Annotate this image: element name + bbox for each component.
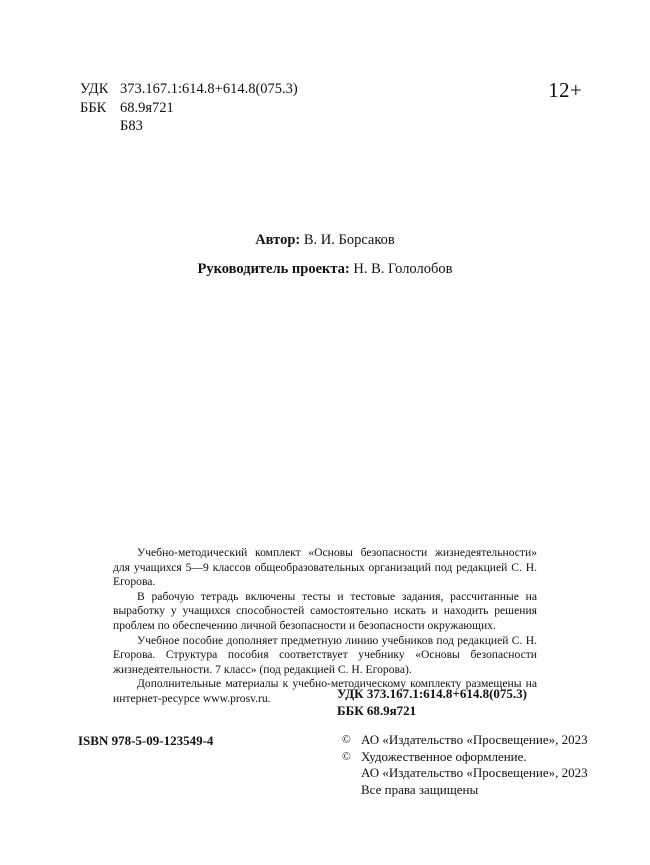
copyright-text: АО «Издательство «Просвещение», 2023 (361, 732, 588, 747)
footer-udk-row: УДК 373.167.1:614.8+614.8(075.3) (337, 686, 527, 701)
credit-person-name: Н. В. Гололобов (353, 261, 453, 277)
classification-label: УДК (80, 81, 109, 97)
classification-row (80, 80, 298, 99)
credit-role-label: Руководитель проекта: (197, 261, 350, 277)
copyright-row (342, 782, 588, 799)
classification-row (80, 99, 298, 118)
credit-role-label: Автор: (255, 232, 301, 248)
annotation-paragraph: Учебное пособие дополняет предметную линию учебников под редакцией С. Н. Егорова. Структура пособия соответствует учебнику «Основы безопасности жизнедеятельности. 7 класс» (под редакцией С. Н. Егорова). (113, 633, 537, 676)
copyright-row (342, 732, 588, 749)
credit-author (0, 230, 650, 250)
annotation-block (113, 546, 537, 707)
author-sign-value: Б83 (120, 118, 143, 134)
annotation-paragraph: В рабочую тетрадь включены тесты и тестовые задания, рассчитанные на выработку у учащихся способностей самостоятельно искать и находить решения проблем по обеспечению личной безопасности и безопасности окружающих. (113, 589, 537, 632)
copyright-text: Художественное оформление. (361, 748, 527, 764)
copyright-block (342, 732, 588, 798)
credits-block (0, 230, 650, 279)
classification-row (80, 117, 298, 136)
annotation-paragraph: Учебно-методический комплект «Основы безопасности жизнедеятельности» для учащихся 5—9 классов общеобразовательных организаций под редакцией С. Н. Егорова. (113, 546, 537, 589)
classification-header (80, 80, 298, 136)
classification-label: ББК (80, 99, 107, 116)
annotation-paragraph: Дополнительные материалы к учебно-методическому комплекту размещены на интернет-ресурсе www.prosv.ru. (113, 677, 537, 705)
credit-project-leader (0, 259, 650, 279)
rights-reserved-text: Все права защищены (361, 781, 479, 797)
classification-value: 373.167.1:614.8+614.8(075.3) (120, 81, 298, 97)
copyright-row (342, 749, 588, 766)
isbn-value: ISBN 978-5-09-123549-4 (78, 733, 214, 748)
copyright-icon: © (342, 750, 351, 763)
credit-person-name: В. И. Борсаков (303, 232, 395, 248)
classification-value: 68.9я721 (120, 99, 174, 116)
footer-classification-block (337, 686, 527, 719)
copyright-text: АО «Издательство «Просвещение», 2023 (361, 765, 588, 780)
copyright-row (342, 765, 588, 782)
copyright-icon: © (342, 734, 351, 746)
footer-bbk-row: ББК 68.9я721 (337, 702, 417, 718)
age-rating-badge: 12+ (548, 78, 582, 102)
